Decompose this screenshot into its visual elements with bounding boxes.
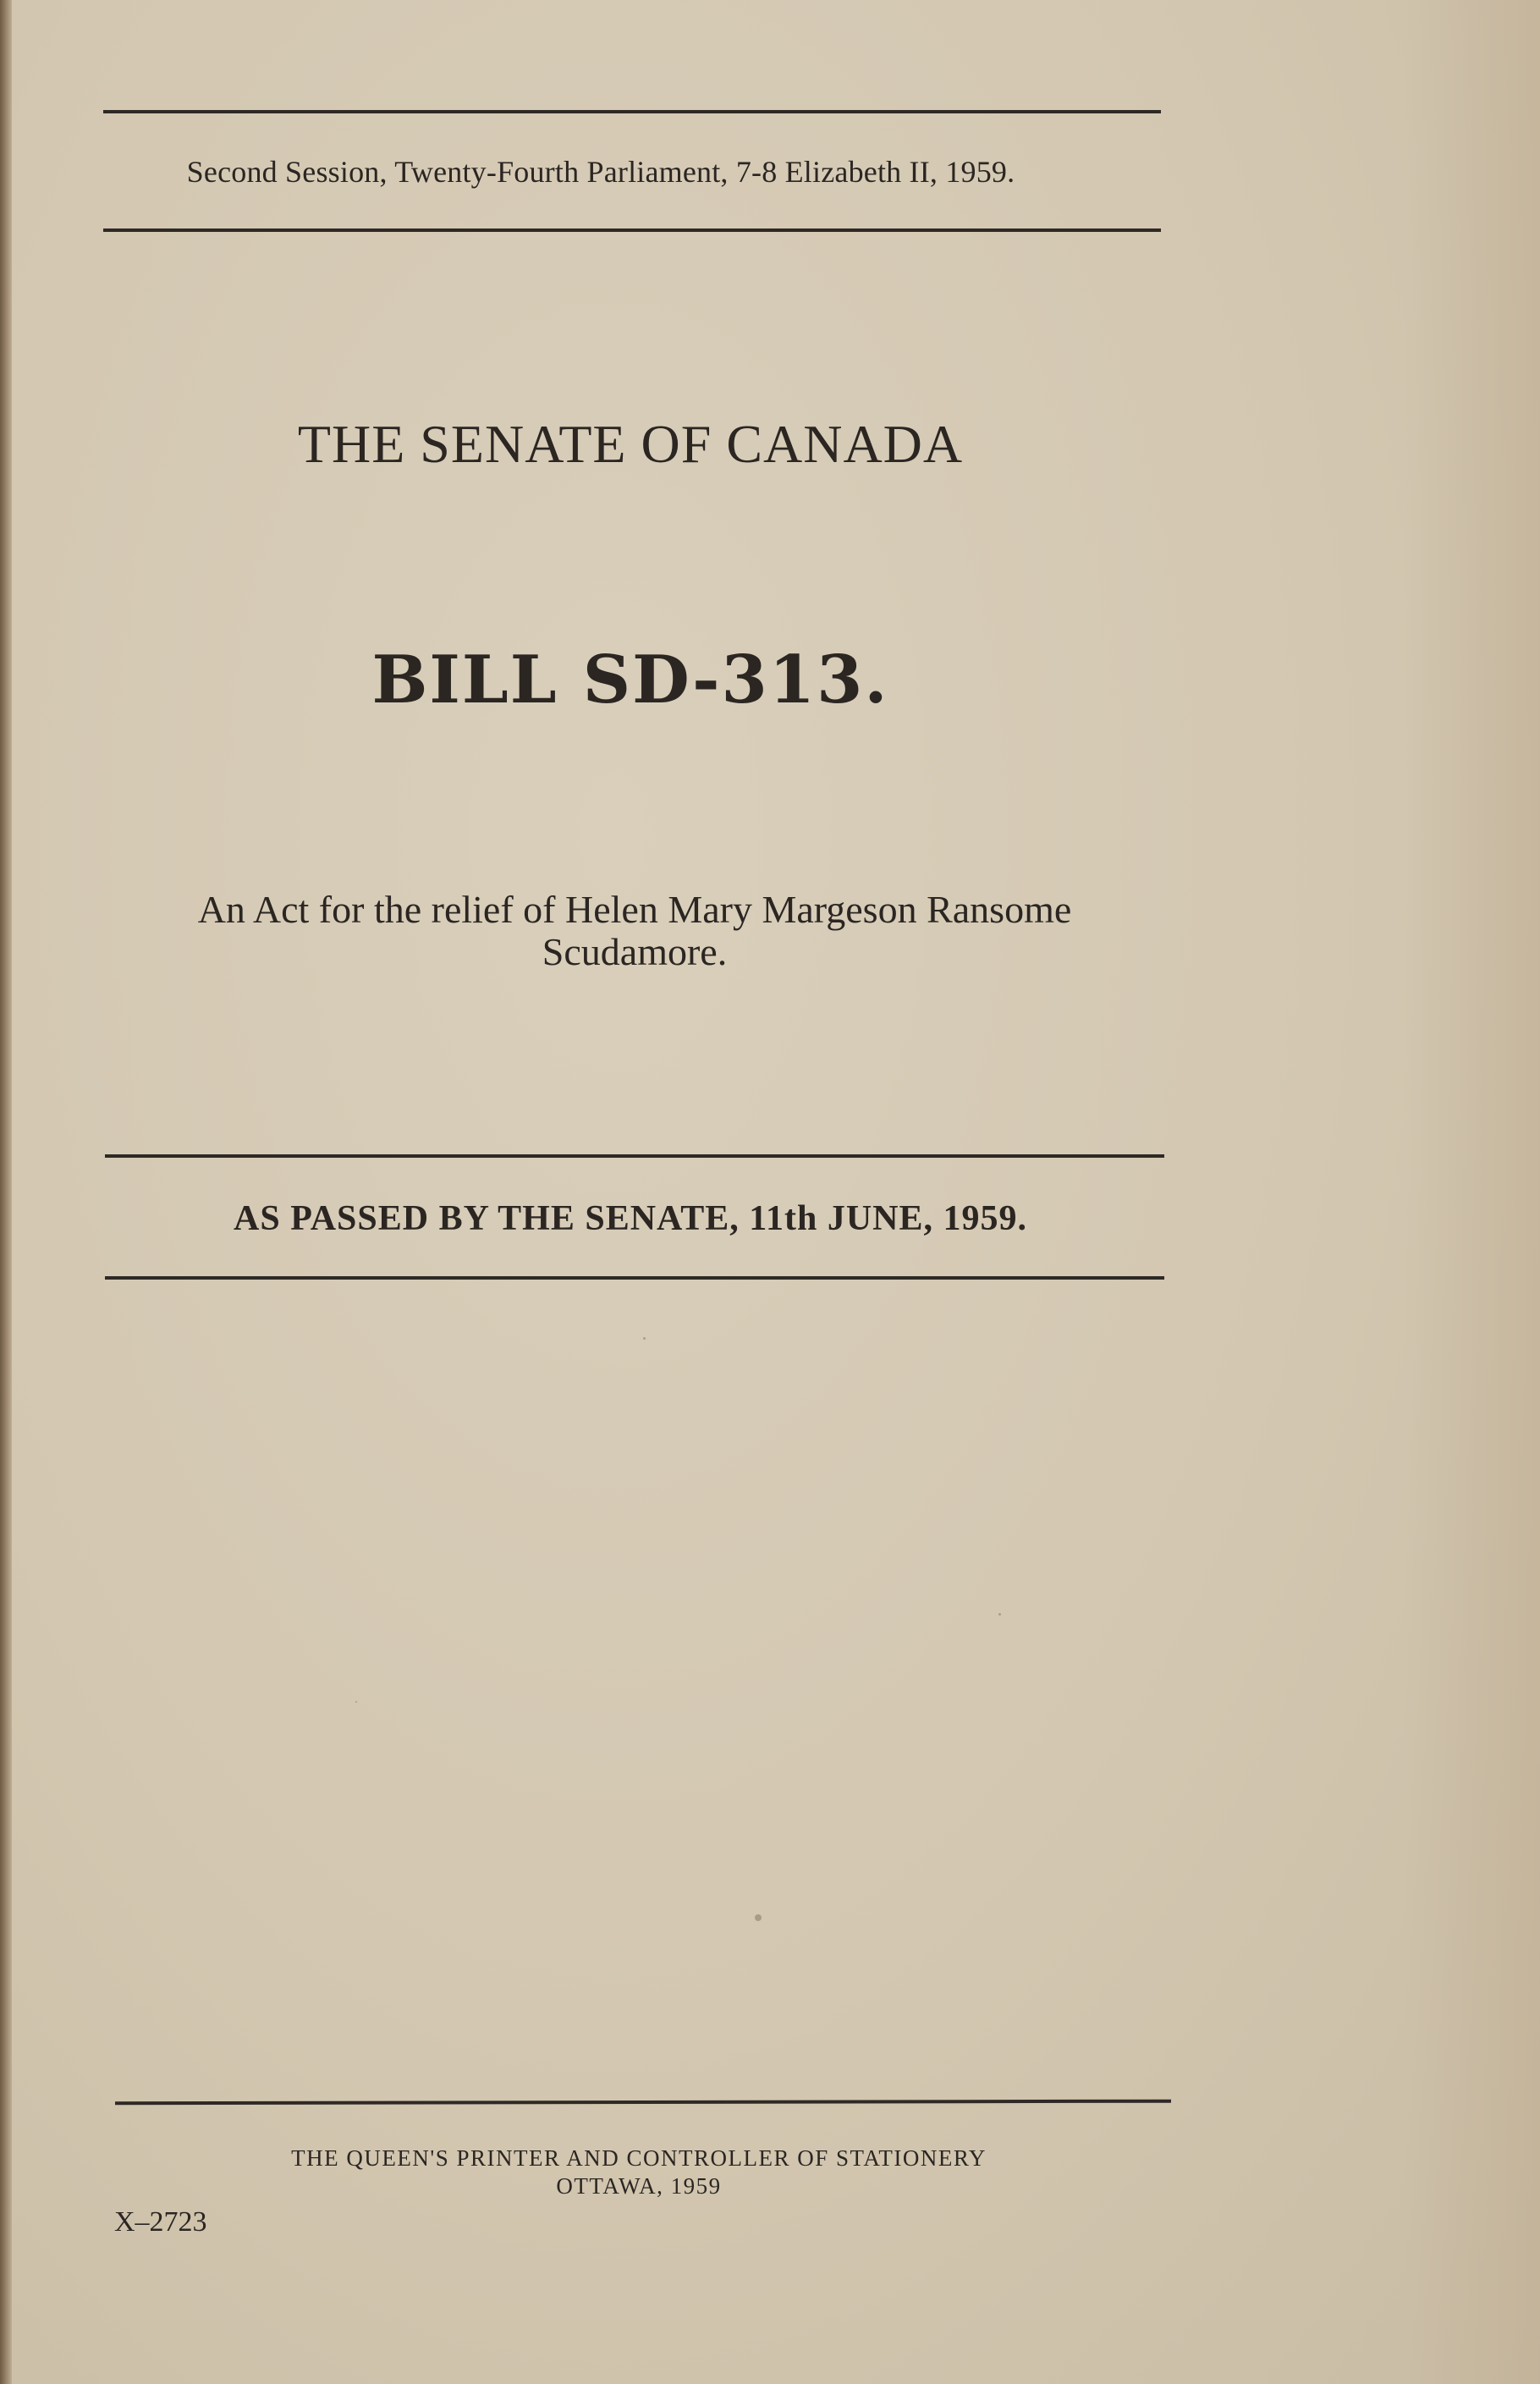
passed-rule-upper <box>105 1154 1164 1158</box>
binding-edge <box>0 0 12 2384</box>
document-number: X–2723 <box>114 2206 207 2238</box>
act-description-line-2: Scudamore. <box>542 930 728 973</box>
page-shading <box>1405 0 1540 2384</box>
imprint-rule <box>115 2100 1171 2106</box>
act-description-line-1: An Act for the relief of Helen Mary Margeson Ransome <box>197 888 1072 931</box>
passed-rule-lower <box>105 1276 1164 1280</box>
bill-number: BILL SD-313. <box>371 641 889 719</box>
top-rule-upper <box>103 110 1161 113</box>
session-line: Second Session, Twenty-Fourth Parliament, 7-8 Elizabeth II, 1959. <box>186 155 1015 189</box>
place-year-line: OTTAWA, 1959 <box>556 2173 722 2199</box>
senate-title: THE SENATE OF CANADA <box>297 414 964 474</box>
act-description <box>93 889 1176 973</box>
passed-status: AS PASSED BY THE SENATE, 11th JUNE, 1959. <box>234 1199 1027 1238</box>
top-rule-lower <box>103 228 1161 232</box>
printer-line: THE QUEEN'S PRINTER AND CONTROLLER OF STATIONERY <box>291 2145 987 2171</box>
